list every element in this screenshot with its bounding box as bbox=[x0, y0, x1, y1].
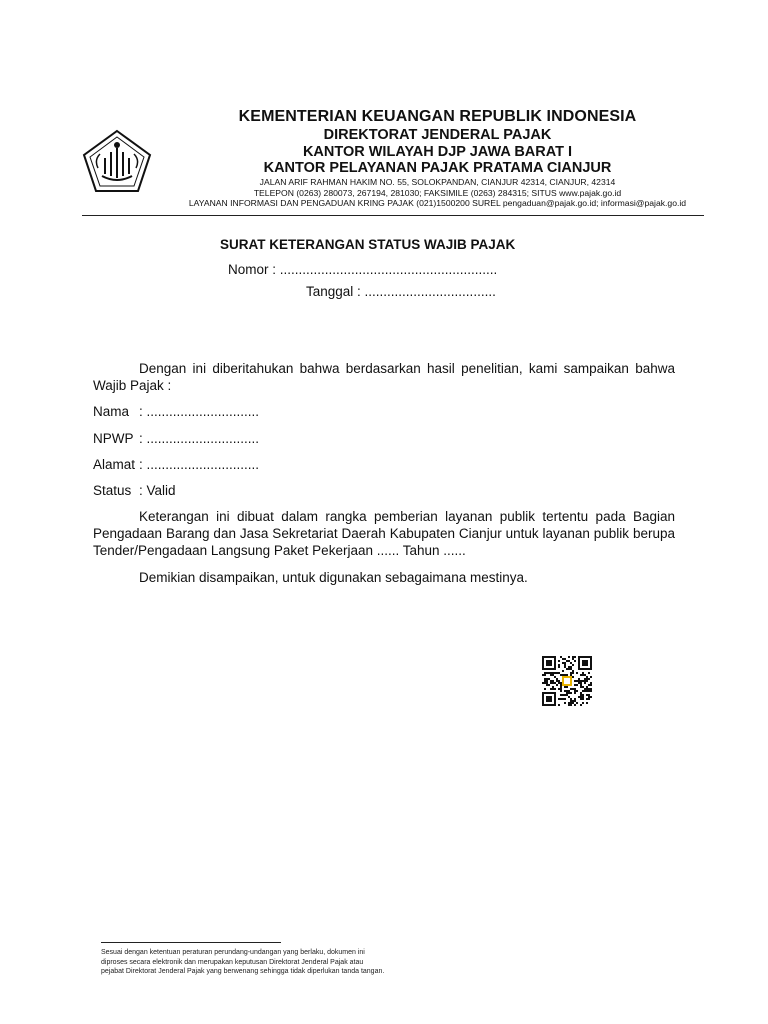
field-value: : .............................. bbox=[139, 457, 260, 472]
footnote-line: Sesuai dengan ketentuan peraturan perundang-undangan yang berlaku, dokumen ini bbox=[101, 949, 365, 956]
intro-paragraph bbox=[93, 360, 675, 394]
field-label: Nama bbox=[93, 404, 130, 419]
ministry-emblem-icon bbox=[80, 128, 154, 194]
field-npwp bbox=[93, 430, 259, 447]
ministry-name: KEMENTERIAN KEUANGAN REPUBLIK INDONESIA bbox=[238, 108, 637, 125]
field-status bbox=[93, 482, 176, 499]
field-label: NPWP bbox=[93, 431, 134, 446]
tax-office-name: KANTOR PELAYANAN PAJAK PRATAMA CIANJUR bbox=[263, 160, 612, 176]
field-label: Status bbox=[93, 483, 132, 498]
purpose-paragraph bbox=[93, 508, 675, 559]
regional-office-name: KANTOR WILAYAH DJP JAWA BARAT I bbox=[302, 144, 573, 160]
header-divider bbox=[82, 215, 704, 216]
footnote-divider bbox=[101, 942, 281, 943]
field-value: : Valid bbox=[139, 483, 176, 498]
field-alamat bbox=[93, 456, 259, 473]
office-address: JALAN ARIF RAHMAN HAKIM NO. 55, SOLOKPANDAN, CIANJUR 42314, CIANJUR, 42314 bbox=[259, 177, 616, 187]
qr-code-icon bbox=[540, 655, 594, 707]
letter-title: SURAT KETERANGAN STATUS WAJIB PAJAK bbox=[220, 237, 516, 252]
directorate-name: DIREKTORAT JENDERAL PAJAK bbox=[323, 127, 552, 143]
field-nama bbox=[93, 403, 259, 420]
intro-text: Dengan ini diberitahukan bahwa berdasarkan hasil penelitian, kami sampaikan bahwa Wajib Pajak : bbox=[93, 361, 675, 393]
field-value: : .............................. bbox=[139, 404, 260, 419]
letter-number: Nomor : .......................................................... bbox=[228, 262, 498, 277]
letter-date: Tanggal : ................................... bbox=[306, 284, 496, 299]
footnote-line: diproses secara elektronik dan merupakan keputusan Direktorat Jenderal Pajak atau bbox=[101, 959, 364, 966]
office-contact: TELEPON (0263) 280073, 267194, 281030; FAKSIMILE (0263) 284315; SITUS www.pajak.go.id bbox=[253, 188, 622, 198]
field-value: : .............................. bbox=[139, 431, 260, 446]
purpose-text: Keterangan ini dibuat dalam rangka pemberian layanan publik tertentu pada Bagian Pengadaan Barang dan Jasa Sekretariat Daerah Kabupaten Cianjur untuk layanan publik berupa Tender/Pengadaan Langsung Paket Pekerjaan ...... Tahun ...... bbox=[93, 509, 675, 558]
service-contact: LAYANAN INFORMASI DAN PENGADUAN KRING PAJAK (021)1500200 SUREL pengaduan@pajak.go.id; informasi@pajak.go.id bbox=[188, 198, 687, 208]
footnote-line: pejabat Direktorat Jenderal Pajak yang berwenang sehingga tidak diperlukan tanda tangan. bbox=[101, 968, 385, 975]
closing-text: Demikian disampaikan, untuk digunakan sebagaimana mestinya. bbox=[139, 570, 528, 585]
field-label: Alamat bbox=[93, 457, 136, 472]
